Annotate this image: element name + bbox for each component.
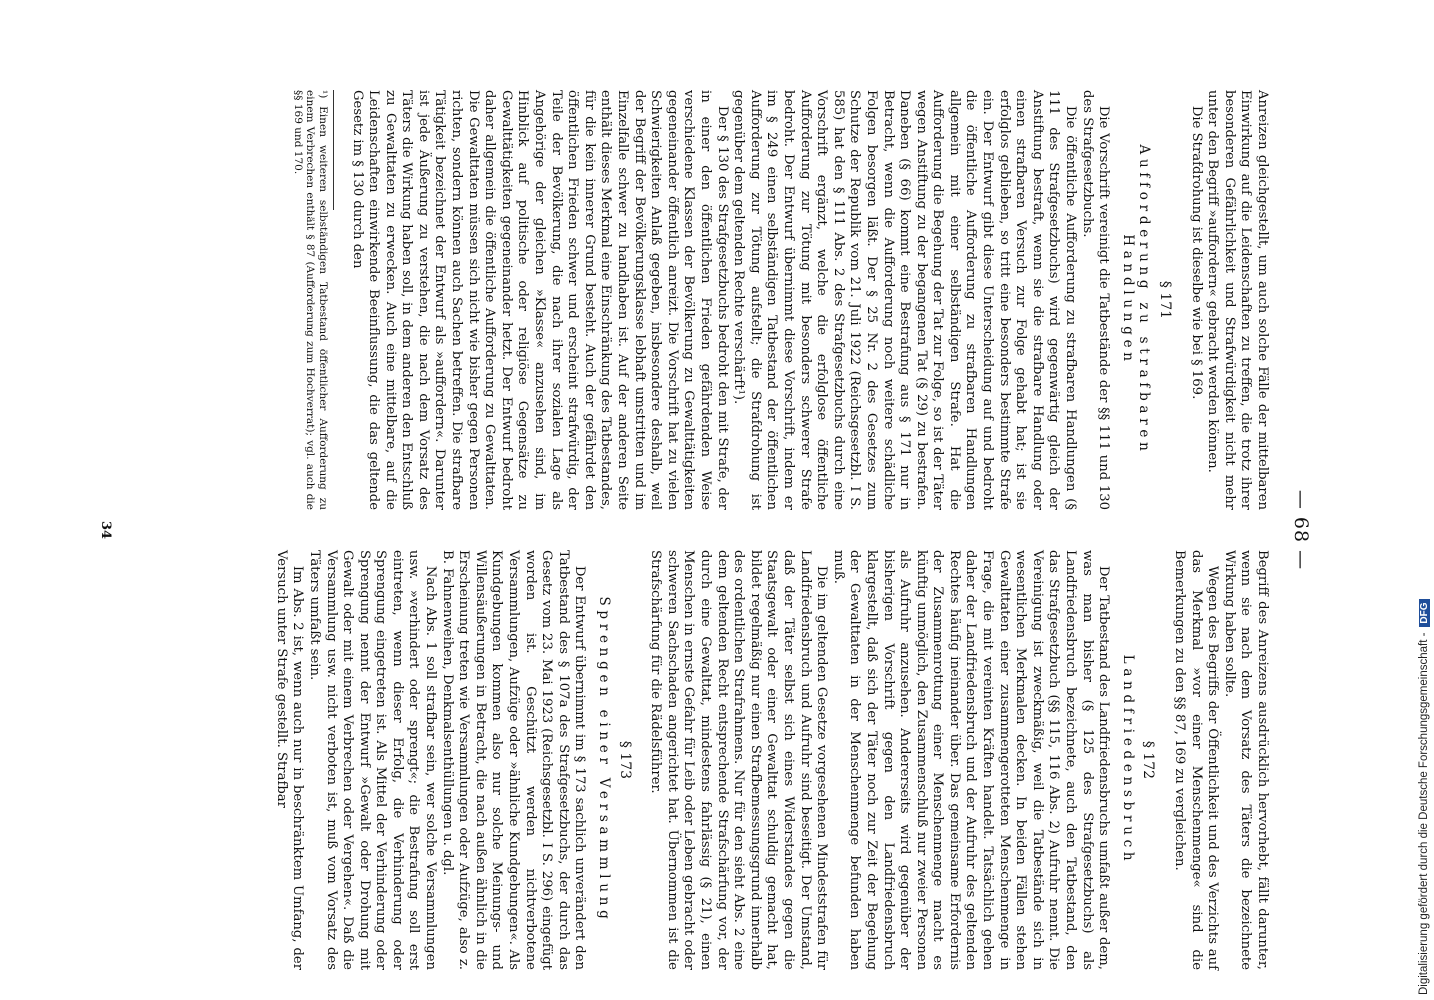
- section-title: Aufforderung zu strafbaren Handlungen: [1119, 144, 1153, 456]
- paragraph: Die Vorschrift vereinigt die Tatbestände der §§ 111 und 130 des Strafgesetzbuchs.: [1079, 90, 1112, 510]
- paragraph: Nach Abs. 1 soll strafbar sein, wer solche Versammlungen usw. »verhindert oder sprengt«; die Bestrafung soll erst eintreten, wenn dieser Erfolg, die Verhinderung oder Sprengung eingetreten ist. Als Mittel der Verhinderung oder Sprengung nennt der Entwurf »Gewalt oder Drohung mit Gewalt oder mit einem Verbrechen oder Vergehen«. Daß die Versammlung usw. nicht verboten ist, muß vom Vorsatz des Täters umfaßt sein.: [306, 550, 439, 970]
- paragraph: Begriff des Anreizens ausdrücklich hervorhebt, fällt darunter, wenn sie nach dem Vorsatz des Täters die bezeichnete Wirkung haben sollte.: [1221, 550, 1270, 970]
- footnote: ¹) Einen weiteren selbständigen Tatbestand öffentlicher Aufforderung zu einem Verbrechen enthält § 87 (Aufforderung zum Hochverrat); vgl. auch die §§ 169 und 170.: [291, 90, 329, 510]
- paragraph: Die Strafdrohung ist dieselbe wie bei § 169.: [1188, 105, 1204, 400]
- section-number: § 173: [616, 740, 633, 780]
- credit-text: Digitalisierung gefördert durch die Deutsche Forschungsgemeinschaft -: [1418, 632, 1430, 995]
- paragraph: Der § 130 des Strafgesetzbuchs bedroht den mit Strafe, der in einer den öffentlichen Frieden gefährdenden Weise verschiedene Klassen der Bevölkerung zu Gewalttätigkeiten gegeneinander öffentlich anreizt. Die Vorschrift hat zu vielen Schwierigkeiten Anlaß gegeben, insbesondere deshalb, weil der Begriff der Bevölkerungsklasse lebhaft umstritten und im Einzelfalle schwer zu handhaben ist. Auf der anderen Seite enthält dieses Merkmal eine Einschränkung des Tatbestandes, für die kein innerer Grund besteht. Auch der gefährdet den öffentlichen Frieden schwer und erscheint strafwürdig, der Teile der Bevölkerung, die nach ihrer sozialen Lage als Angehörige der gleichen »Klasse« anzusehen sind, im Hinblick auf politische oder religiöse Gegensätze zu Gewalttätigkeiten gegeneinander hetzt. Der Entwurf bedroht daher allgemein die öffentliche Aufforderung zu Gewalttaten. Die Gewalttaten müssen sich nicht wie bisher gegen Personen richten, sondern können auch Sachen betreffen. Die strafbare Tätigkeit bezeichnet der Entwurf als »auffordern«. Darunter ist jede Äußerung zu verstehen, die nach dem Vorsatz des Täters die Wirkung haben soll, in dem anderen den Entschluß zu Gewalttaten zu erwecken. Auch eine mittelbare, auf die Leidenschaften einwirkende Beeinflussung, die das geltende Gesetz im § 130 durch den: [349, 90, 730, 510]
- digitization-credit: [1418, 599, 1430, 995]
- section-number: § 171: [1157, 280, 1174, 320]
- paragraph: Wegen des Begriffs der Öffentlichkeit und des Verzichts auf das Merkmal »vor einer Menschenmenge« sind die Bemerkungen zu den §§ 87, 169 zu vergleichen.: [1172, 550, 1221, 970]
- dfg-logo-icon: DFG: [1419, 599, 1430, 626]
- section-title: Sprengen einer Versammlung: [596, 596, 613, 924]
- running-head: — 68 —: [1290, 489, 1312, 571]
- paragraph: Anreizen gleichgestellt, um auch solche Fälle der mittelbaren Einwirkung auf die Leidenschaften zu treffen, die trotz ihrer besonderen Gefährlichkeit und Strafwürdigkeit nicht mehr unter den Begriff »auffordern« gebracht werden können.: [1205, 90, 1270, 510]
- paragraph: Der Tatbestand des Landfriedensbruchs umfaßt außer dem, was man bisher (§ 125 des Strafgesetzbuchs) als Landfriedensbruch bezeichnete, auch den Tatbestand, den das Strafgesetzbuch (§§ 115, 116 Abs. 2) Aufruhr nennt. Die Vereinigung ist zweckmäßig, weil die Tatbestände sich in wesentlichen Merkmalen decken. In beiden Fällen stehen Gewalttaten einer zusammengerotteten Menschenmenge in Frage, die mit vereinten Kräften handelt. Tatsächlich gehen daher der Landfriedensbruch und der Aufruhr des geltenden Rechtes häufig ineinander über. Das gemeinsame Erfordernis der Zusammenrottung einer Menschenmenge macht es künftig unmöglich, den Zusammenschluß nur zweier Personen als Aufruhr anzusehen. Andererseits wird gegenüber der bisherigen Vorschrift gegen den Landfriedensbruch klargestellt, daß sich der Täter noch zur Zeit der Begehung der Gewalttaten in der Menschenmenge befunden haben muß.: [830, 550, 1112, 970]
- scanned-page: [100, 80, 1320, 980]
- paragraph: Die öffentliche Aufforderung zu strafbaren Handlungen (§ 111 des Strafgesetzbuchs) wird gegenwärtig gleich der Anstiftung bestraft, wenn sie die strafbare Handlung oder einen strafbaren Versuch zur Folge gehabt hat; ist sie erfolglos geblieben, so tritt eine besonders bestimmte Strafe ein. Der Entwurf gibt diese Unterscheidung auf und bedroht die öffentliche Aufforderung zu strafbaren Handlungen allgemein mit einer selbständigen Strafe. Hat die Aufforderung die Begehung der Tat zur Folge, so ist der Täter wegen Anstiftung zu der begangenen Tat (§ 29) zu bestrafen. Daneben (§ 66) kommt eine Bestrafung aus § 171 nur in Betracht, wenn die Aufforderung noch weitere schädliche Folgen besorgen läßt. Der § 25 Nr. 2 des Gesetzes zum Schutze der Republik vom 21. Juli 1922 (Reichsgesetzbl. I S. 585) hat den § 111 Abs. 2 des Strafgesetzbuchs durch eine Vorschrift ergänzt, welche die erfolglose öffentliche Aufforderung zur Tötung mit besonders schwerer Strafe bedroht. Der Entwurf übernimmt diese Vorschrift, indem er im § 249 einen selbständigen Tatbestand der öffentlichen Aufforderung zur Tötung aufstellt; die Strafdrohung ist gegenüber dem geltenden Rechte verschärft¹).: [731, 90, 1079, 510]
- right-column: [272, 550, 1270, 970]
- paragraph: Die im geltenden Gesetze vorgesehenen Mindeststrafen für Landfriedensbruch und Aufruhr sind beseitigt. Der Umstand, daß der Täter selbst sich eines Widerstandes gegen die Staatsgewalt oder einer Gewalttat schuldig gemacht hat, bildet regelmäßig nur einen Strafbemessungsgrund innerhalb des ordentlichen Strafrahmens. Nur für den sieht Abs. 2 eine dem geltenden Recht entsprechende Strafschärfung vor, der durch eine Gewalttat, mindestens fahrlässig (§ 21), einen Menschen in ernste Gefahr für Leib oder Leben gebracht oder schweren Sachschaden angerichtet hat. Übernommen ist die Strafschärfung für die Rädelsführer.: [648, 550, 830, 970]
- section-title: Landfriedensbruch: [1119, 654, 1136, 866]
- footnote-divider: [333, 90, 334, 210]
- left-column: [291, 90, 1270, 510]
- section-number: § 172: [1140, 740, 1157, 780]
- signature-mark: 34: [98, 520, 113, 540]
- paragraph: Im Abs. 2 ist, wenn auch nur in beschränktem Umfang, der Versuch unter Strafe gestellt. Strafbar: [273, 550, 306, 970]
- paragraph: Der Entwurf übernimmt im § 173 sachlich unverändert den Tatbestand des § 107a des Strafgesetzbuchs, der durch das Gesetz vom 23. Mai 1923 (Reichsgesetzbl. I S. 296) eingefügt worden ist. Geschützt werden nichtverbotene Versammlungen, Aufzüge oder »ähnliche Kundgebungen«. Als Kundgebungen kommen also nur solche Meinungs- und Willensäußerungen in Betracht, die nach außen ähnlich in die Erscheinung treten wie Versammlungen oder Aufzüge, also z. B. Fahnenweihen, Denkmalsenthüllungen u. dgl.: [439, 550, 588, 970]
